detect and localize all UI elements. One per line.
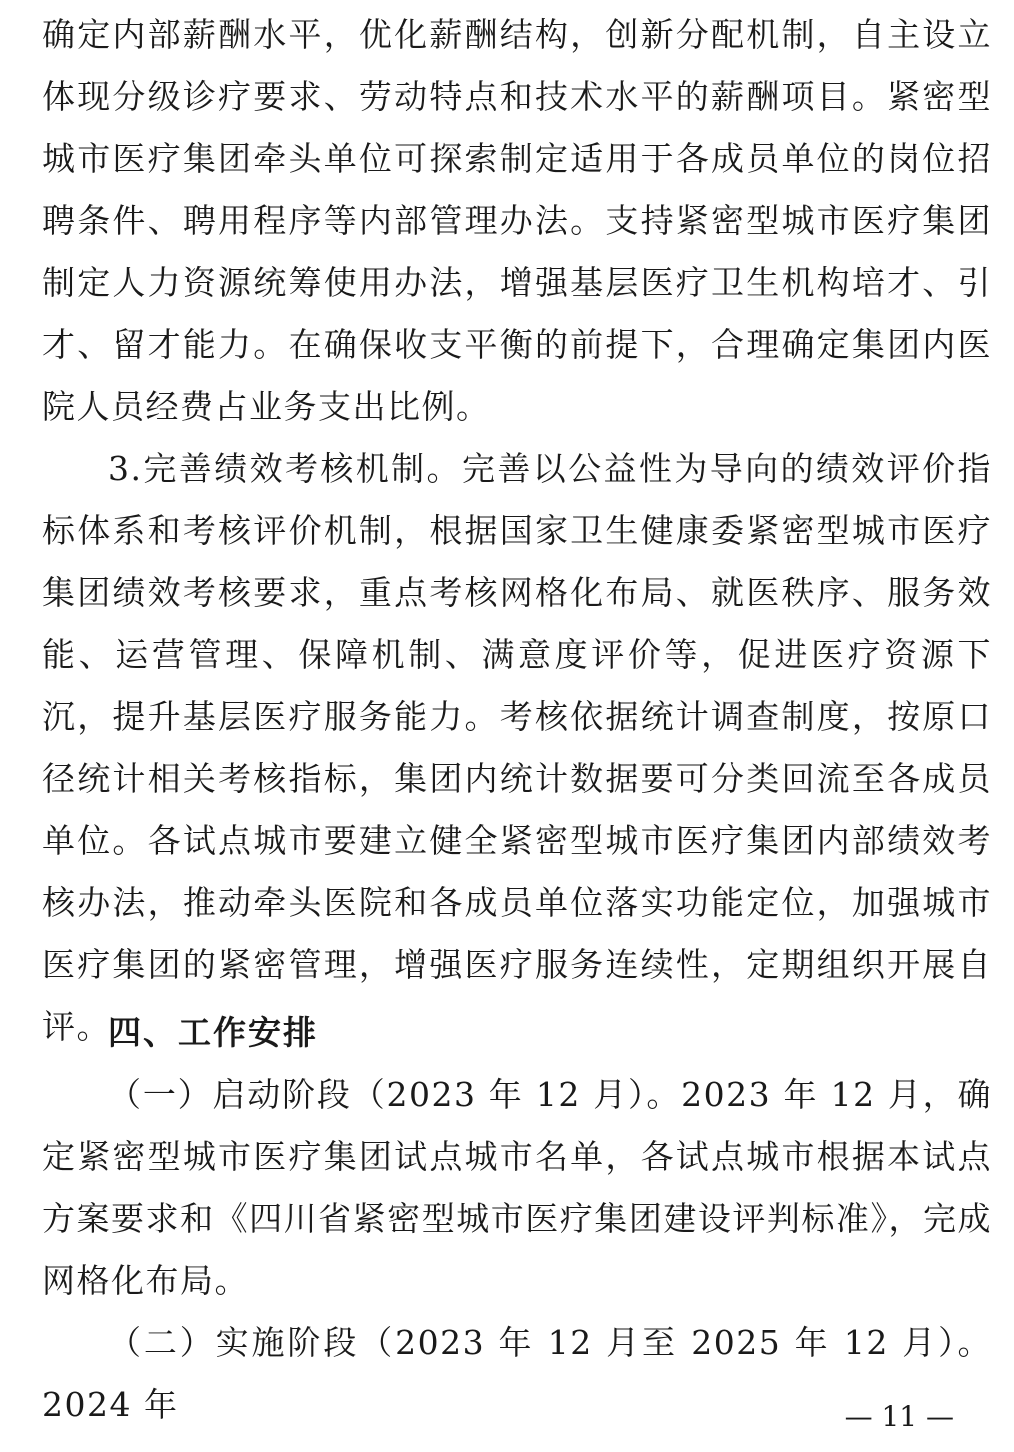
paragraph-stage-launch: （一）启动阶段（2023 年 12 月）。2023 年 12 月，确定紧密型城市医疗集团试点城市名单，各试点城市根据本试点方案要求和《四川省紧密型城市医疗集团建设评判标准》，完成网格化布局。 bbox=[42, 1075, 992, 1300]
paragraph-performance-assessment: 3.完善绩效考核机制。完善以公益性为导向的绩效评价指标体系和考核评价机制，根据国家卫生健康委紧密型城市医疗集团绩效考核要求，重点考核网格化布局、就医秩序、服务效能、运营管理、保障机制、满意度评价等，促进医疗资源下沉，提升基层医疗服务能力。考核依据统计调查制度，按原口径统计相关考核指标，集团内统计数据要可分类回流至各成员单位。各试点城市要建立健全紧密型城市医疗集团内部绩效考核办法，推动牵头医院和各成员单位落实功能定位，加强城市医疗集团的紧密管理，增强医疗服务连续性，定期组织开展自评。 bbox=[42, 449, 992, 1046]
page-number bbox=[0, 1400, 1014, 1433]
paragraph-continuation: 确定内部薪酬水平，优化薪酬结构，创新分配机制，自主设立体现分级诊疗要求、劳动特点和技术水平的薪酬项目。紧密型城市医疗集团牵头单位可探索制定适用于各成员单位的岗位招聘条件、聘用程序等内部管理办法。支持紧密型城市医疗集团制定人力资源统筹使用办法，增强基层医疗卫生机构培才、引才、留才能力。在确保收支平衡的前提下，合理确定集团内医院人员经费占业务支出比例。 bbox=[42, 15, 992, 426]
section-heading: 四、工作安排 bbox=[108, 1013, 318, 1052]
body-text-top bbox=[42, 4, 992, 1058]
paragraph-stage-implementation: （二）实施阶段（2023 年 12 月至 2025 年 12 月）。2024 年 bbox=[42, 1323, 992, 1424]
body-text-bottom bbox=[42, 1064, 992, 1436]
page-number-text: — 11 — bbox=[844, 1400, 954, 1433]
